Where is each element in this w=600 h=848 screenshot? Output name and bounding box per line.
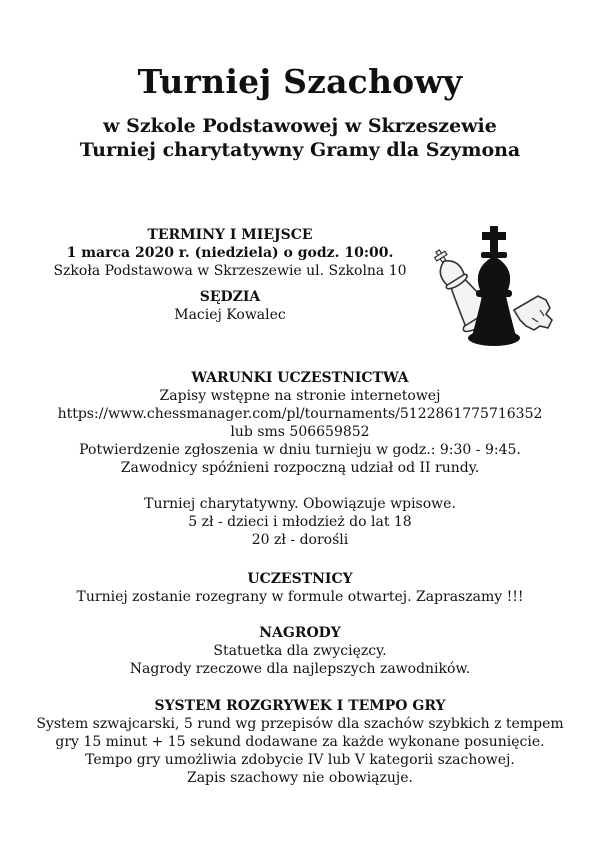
fee-line: 5 zł - dzieci i młodzież do lat 18 (188, 514, 412, 530)
chess-pieces-icon (422, 210, 562, 350)
nagrody-line: Statuetka dla zwycięzcy. (213, 643, 387, 659)
section-uczestnicy (0, 570, 600, 606)
fee-line: 20 zł - dorośli (251, 532, 349, 548)
nagrody-line: Nagrody rzeczowe dla najlepszych zawodników. (129, 661, 471, 677)
system-heading: SYSTEM ROZGRYWEK I TEMPO GRY (154, 698, 446, 714)
terminy-date: 1 marca 2020 r. (niedziela) o godz. 10:00. (66, 245, 394, 261)
terminy-heading: TERMINY I MIEJSCE (147, 227, 313, 243)
sedzia-heading: SĘDZIA (199, 289, 261, 305)
system-line: gry 15 minut + 15 sekund dodawane za każde wykonane posunięcie. (55, 734, 545, 750)
sedzia-name: Maciej Kowalec (174, 307, 286, 323)
fee-line: Turniej charytatywny. Obowiązuje wpisowe. (144, 496, 456, 512)
registration-link[interactable]: https://www.chessmanager.com/pl/tournaments/5122861775716352 (57, 406, 543, 422)
system-line: Tempo gry umożliwia zdobycie IV lub V kategorii szachowej. (85, 752, 515, 768)
system-line: Zapis szachowy nie obowiązuje. (186, 770, 413, 786)
black-king-icon (468, 226, 520, 346)
section-sedzia (20, 288, 440, 324)
warunki-heading: WARUNKI UCZESTNICTWA (191, 370, 409, 386)
warunki-line: Zawodnicy spóźnieni rozpoczną udział od II rundy. (120, 460, 480, 476)
system-line: System szwajcarski, 5 rund wg przepisów dla szachów szybkich z tempem (36, 716, 564, 732)
nagrody-heading: NAGRODY (259, 625, 341, 641)
page-title: Turniej Szachowy (137, 62, 463, 101)
section-system (0, 697, 600, 787)
subtitle-school: w Szkole Podstawowej w Skrzeszewie (103, 115, 497, 137)
subtitle-charity: Turniej charytatywny Gramy dla Szymona (79, 139, 521, 161)
section-nagrody (0, 624, 600, 678)
section-terminy (20, 226, 440, 280)
uczestnicy-text: Turniej zostanie rozegrany w formule otwartej. Zapraszamy !!! (76, 589, 524, 605)
warunki-line: Zapisy wstępne na stronie internetowej (159, 388, 441, 404)
white-knight-icon (514, 296, 552, 330)
uczestnicy-heading: UCZESTNICY (247, 571, 353, 587)
warunki-line: Potwierdzenie zgłoszenia w dniu turnieju w godz.: 9:30 - 9:45. (79, 442, 521, 458)
section-warunki (0, 369, 600, 549)
warunki-line: lub sms 506659852 (230, 424, 370, 440)
terminy-place: Szkoła Podstawowa w Skrzeszewie ul. Szkolna 10 (53, 263, 407, 279)
